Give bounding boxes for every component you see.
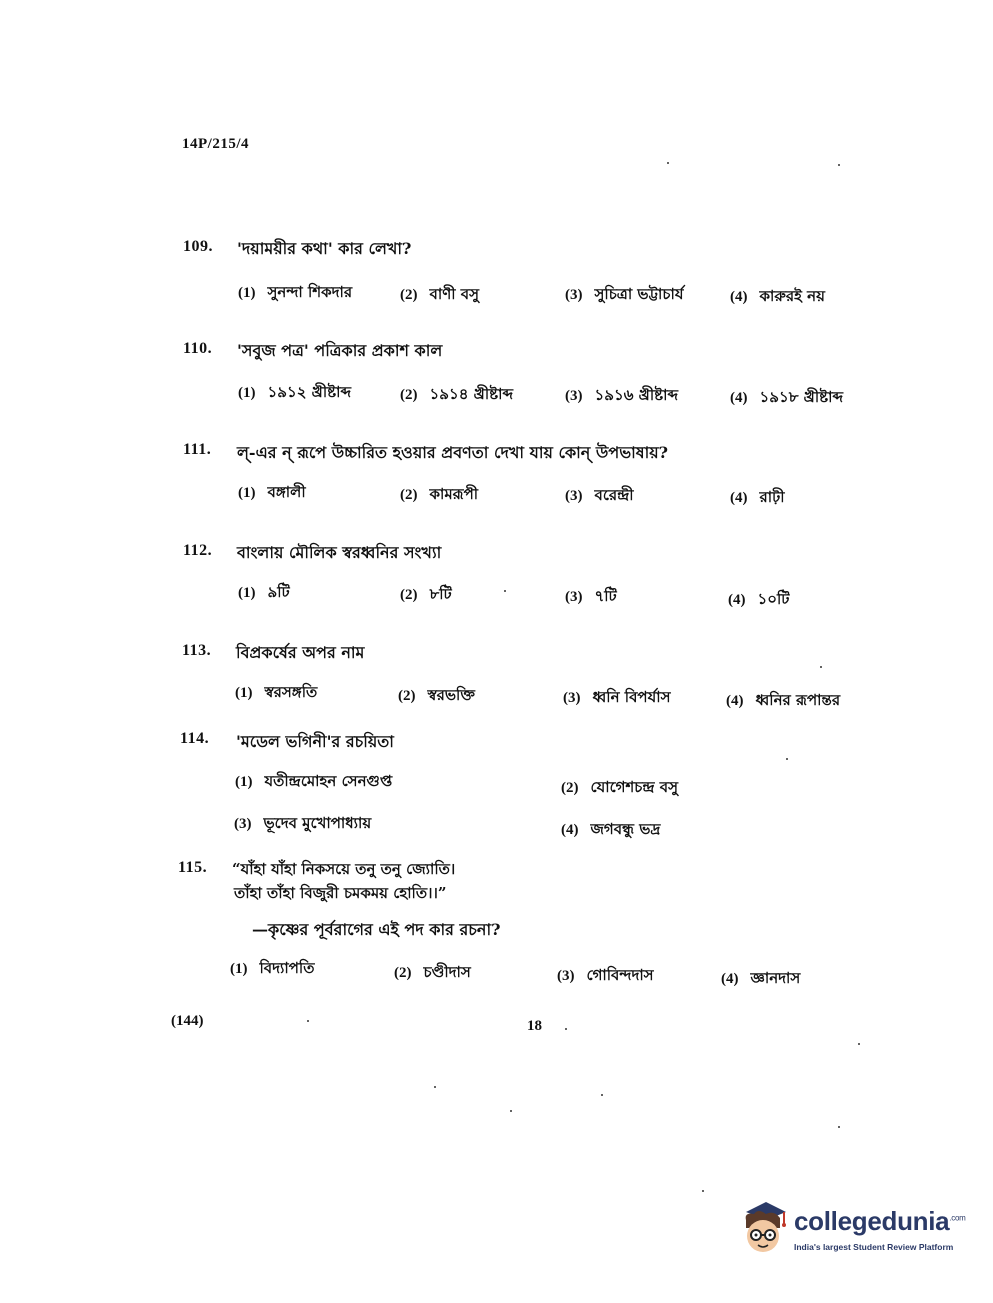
option: (2) চণ্ডীদাস	[394, 963, 471, 981]
page-number: 18	[527, 1018, 542, 1034]
option: (2) ৮টি	[400, 585, 452, 603]
option: (3) ৭টি	[565, 587, 617, 605]
scan-speck	[434, 1086, 436, 1088]
question-text: 'মডেল ভগিনী'র রচয়িতা	[236, 732, 394, 751]
question-number: 109.	[183, 238, 213, 255]
option: (1) ১৯১২ খ্রীষ্টাব্দ	[238, 383, 351, 401]
question-text: বিপ্রকর্ষের অপর নাম	[236, 643, 365, 662]
option: (1) বঙ্গালী	[238, 483, 306, 501]
option: (4) ধ্বনির রূপান্তর	[726, 691, 841, 709]
scan-speck	[565, 1028, 567, 1030]
mascot-icon	[736, 1198, 792, 1256]
option: (3) গোবিন্দদাস	[557, 966, 654, 984]
option: (2) স্বরভক্তি	[398, 686, 475, 704]
option: (4) জ্ঞানদাস	[721, 969, 801, 987]
scan-speck	[786, 758, 788, 760]
option: (3) ধ্বনি বিপর্যাস	[563, 688, 671, 706]
option: (1) সুনন্দা শিকদার	[238, 283, 353, 301]
footer-code: (144)	[171, 1013, 204, 1029]
question-number: 114.	[180, 730, 210, 747]
brand-tagline: India's largest Student Review Platform	[794, 1242, 954, 1252]
option: (4) ১৯১৮ খ্রীষ্টাব্দ	[730, 388, 843, 406]
question-text: ল্-এর ন্ রূপে উচ্চারিত হওয়ার প্রবণতা দেখা যায় কোন্ উপভাষায়?	[237, 443, 669, 462]
scan-speck	[601, 1094, 603, 1096]
scan-speck	[858, 1043, 860, 1045]
question-text: 'দয়াময়ীর কথা' কার লেখা?	[237, 239, 412, 258]
option: (1) স্বরসঙ্গতি	[235, 683, 318, 701]
scan-speck	[307, 1020, 309, 1022]
option: (3) সুচিত্রা ভট্টাচার্য	[565, 285, 684, 303]
question-text: 'সবুজ পত্র' পত্রিকার প্রকাশ কাল	[237, 341, 443, 360]
question-number: 113.	[182, 642, 212, 659]
option: (4) জগবন্ধু ভদ্র	[561, 820, 661, 838]
option: (1) বিদ্যাপতি	[230, 959, 315, 977]
collegedunia-logo	[736, 1198, 966, 1258]
option: (4) ১০টি	[728, 590, 790, 608]
question-number: 115.	[178, 859, 208, 876]
option: (2) যোগেশচন্দ্র বসু	[561, 778, 679, 796]
option: (2) ১৯১৪ খ্রীষ্টাব্দ	[400, 385, 513, 403]
question-number: 110.	[183, 340, 213, 357]
option: (2) বাণী বসু	[400, 285, 480, 303]
option: (1) ৯টি	[238, 583, 290, 601]
scan-speck	[702, 1190, 704, 1192]
option: (3) ১৯১৬ খ্রীষ্টাব্দ	[565, 386, 678, 404]
question-text: —কৃষ্ণের পূর্বরাগের এই পদ কার রচনা?	[252, 920, 501, 939]
option: (4) কারুরই নয়	[730, 287, 825, 305]
scan-speck	[838, 164, 840, 166]
question-text: বাংলায় মৌলিক স্বরধ্বনির সংখ্যা	[237, 543, 442, 562]
option: (3) বরেন্দ্রী	[565, 486, 634, 504]
scan-speck	[504, 590, 506, 592]
brand-name: collegedunia$^{.com}$	[794, 1206, 966, 1236]
option: (3) ভূদেব মুখোপাধ্যায়	[234, 814, 372, 832]
question-number: 111.	[183, 441, 212, 458]
scan-speck	[838, 1126, 840, 1128]
verse-line: তাঁহা তাঁহা বিজুরী চমকময় হোতি।।”	[234, 884, 447, 902]
option: (1) যতীন্দ্রমোহন সেনগুপ্ত	[235, 772, 393, 790]
option: (2) কামরূপী	[400, 485, 479, 503]
paper-code: 14P/215/4	[182, 136, 249, 152]
option: (4) রাঢ়ী	[730, 488, 785, 506]
scan-speck	[510, 1110, 512, 1112]
scan-speck	[667, 162, 669, 164]
scan-speck	[820, 666, 822, 668]
verse-line: “যাঁহা যাঁহা নিকসয়ে তনু তনু জ্যোতি।	[232, 860, 456, 878]
question-number: 112.	[183, 542, 213, 559]
